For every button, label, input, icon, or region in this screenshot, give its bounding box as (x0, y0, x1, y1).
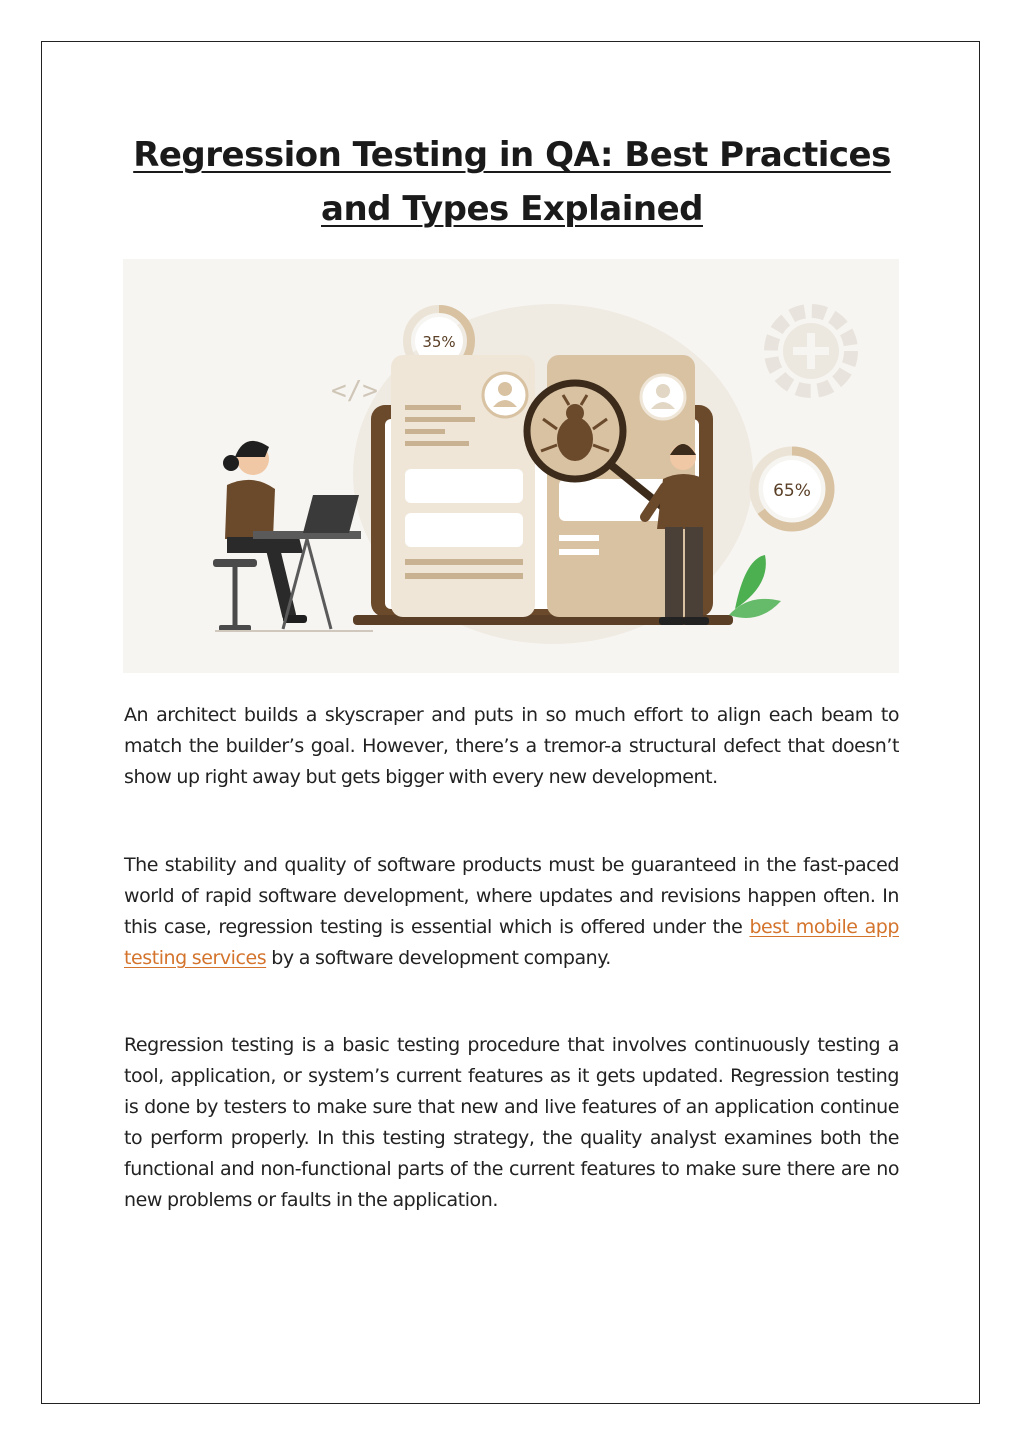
mobile-app-testing-link[interactable]: best mobile app testing services (124, 916, 899, 969)
context-text-before: The stability and quality of software products must be guaranteed in the fast-paced world of rapid software development, where updates and revisions happen often. In this case, regression testing is essential which is offered under the (124, 854, 899, 938)
definition-paragraph: Regression testing is a basic testing procedure that involves continuously testing a tool, application, or system’s current features as it gets updated. Regression testing is done by testers to make sure that new and live features of an application continue to perform properly. In this testing strategy, the quality analyst examines both the functional and non-functional parts of the current features to make sure there are no new problems or faults in the application. (124, 1034, 899, 1211)
hero-illustration (123, 259, 899, 673)
leaf-icon (729, 555, 781, 618)
hero-svg (123, 259, 899, 673)
context-paragraph (124, 850, 899, 974)
percent-35-label: 35% (422, 333, 456, 351)
page-title: Regression Testing in QA: Best Practices and Types Explained (133, 135, 891, 229)
percent-65-label: 65% (773, 481, 811, 501)
woman-figure (213, 441, 373, 631)
intro-paragraph: An architect builds a skyscraper and puts in so much effort to align each beam to match the builder’s goal. However, there’s a tremor-a structural defect that doesn’t show up right away but gets bigger with every new development. (124, 704, 899, 788)
left-panel-card (391, 355, 535, 617)
code-symbol-icon: </> (331, 376, 378, 406)
gear-icon (771, 311, 851, 391)
progress-ring-65 (754, 451, 830, 527)
context-text-after: by a software development company. (266, 947, 611, 969)
